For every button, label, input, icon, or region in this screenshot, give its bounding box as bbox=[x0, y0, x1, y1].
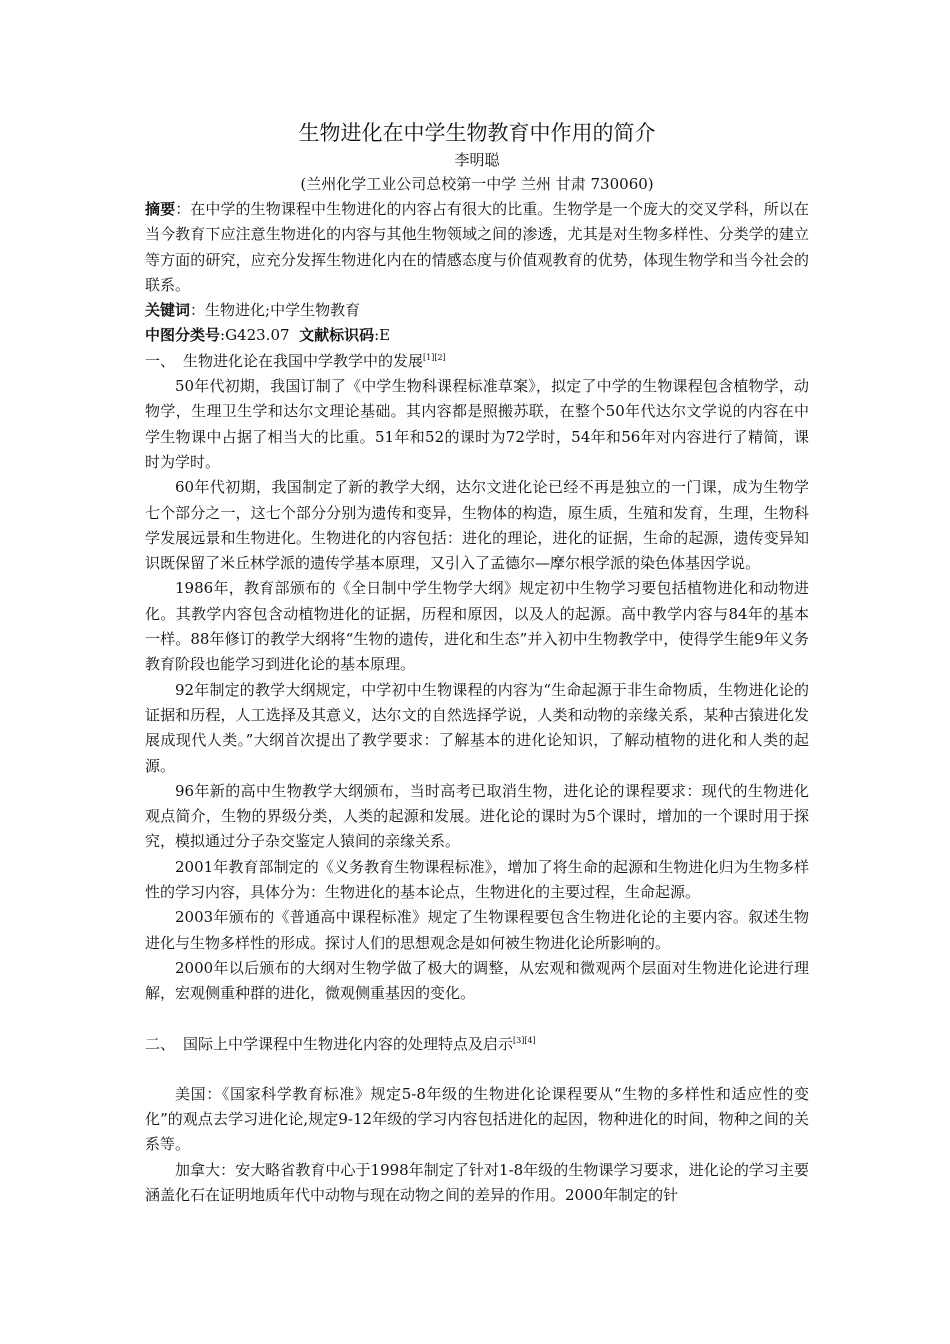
keywords-label: 关键词 bbox=[145, 301, 191, 320]
section-heading-2 bbox=[145, 1032, 809, 1057]
abstract bbox=[145, 197, 809, 298]
section-heading-1 bbox=[145, 349, 809, 374]
document-page bbox=[145, 118, 809, 1208]
section-title: 国际上中学课程中生物进化内容的处理特点及启示 bbox=[183, 1034, 514, 1053]
keywords-text: ：生物进化;中学生物教育 bbox=[190, 301, 361, 320]
blank-line bbox=[145, 1007, 809, 1032]
keywords bbox=[145, 298, 809, 323]
body-paragraph: 2000年以后颁布的大纲对生物学做了极大的调整，从宏观和微观两个层面对生物进化论进行理解，宏观侧重种群的进化，微观侧重基因的变化。 bbox=[145, 958, 809, 1003]
clc-value: :G423.07 bbox=[220, 326, 290, 345]
body-paragraph: 50年代初期，我国订制了《中学生物科课程标准草案》，拟定了中学的生物课程包含植物学，动物学，生理卫生学和达尔文理论基础。其内容都是照搬苏联，在整个50年代达尔文学说的内容在中学生物课中占据了相当大的比重。51年和52的课时为72学时，54年和56年对内容进行了精简，课时为学时。 bbox=[145, 377, 809, 471]
section-title: 生物进化论在我国中学教学中的发展 bbox=[183, 351, 424, 370]
body-paragraph: 1986年，教育部颁布的《全日制中学生物学大纲》规定初中生物学习要包括植物进化和动物进化。其教学内容包含动植物进化的证据，历程和原因，以及人的起源。高中教学内容与84年的基本一样。88年修订的教学大纲将“生物的遗传，进化和生态”并入初中生物教学中，使得学生能9年义务教育阶段也能学习到进化论的基本原理。 bbox=[145, 579, 809, 674]
section-number: 一、 bbox=[145, 351, 176, 370]
section-number: 二、 bbox=[145, 1034, 176, 1053]
body-paragraph: 美国：《国家科学教育标准》规定5-8年级的生物进化论课程要从“生物的多样性和适应性的变化”的观点去学习进化论,规定9-12年级的学习内容包括进化的起因，物种进化的时间，物种之间的关系等。 bbox=[145, 1084, 809, 1154]
body-paragraph: 2003年颁布的《普通高中课程标准》规定了生物课程要包含生物进化论的主要内容。叙述生物进化与生物多样性的形成。探讨人们的思想观念是如何被生物进化论所影响的。 bbox=[145, 908, 809, 952]
body-paragraph: 96年新的高中生物教学大纲颁布，当时高考已取消生物，进化论的课程要求：现代的生物进化观点简介，生物的界级分类，人类的起源和发展。进化论的课时为5个课时，增加的一个课时用于探究，模拟通过分子杂交鉴定人猿间的亲缘关系。 bbox=[145, 781, 809, 851]
abstract-label: 摘要 bbox=[145, 200, 176, 218]
abstract-text: ：在中学的生物课程中生物进化的内容占有很大的比重。生物学是一个庞大的交叉学科，所以在当今教育下应注意生物进化的内容与其他生物领域之间的渗透，尤其是对生物多样性、分类学的建立等方面的研究，应充分发挥生物进化内在的情感态度与价值观教育的优势，体现生物学和当今社会的联系。 bbox=[145, 200, 809, 294]
body-paragraph: 加拿大：安大略省教育中心于1998年制定了针对1-8年级的生物课学习要求，进化论的学习主要涵盖化石在证明地质年代中动物与现在动物之间的差异的作用。2000年制定的针 bbox=[145, 1160, 809, 1204]
doc-code-value: :E bbox=[374, 326, 391, 345]
section-refs: [3][4] bbox=[513, 1035, 536, 1045]
paper-title: 生物进化在中学生物教育中作用的简介 bbox=[298, 121, 656, 145]
blank-line bbox=[145, 1057, 809, 1082]
section-refs: [1][2] bbox=[423, 352, 446, 362]
author-affiliation: (兰州化学工业公司总校第一中学 兰州 甘肃 730060) bbox=[300, 175, 654, 193]
body-paragraph: 92年制定的教学大纲规定，中学初中生物课程的内容为“生命起源于非生命物质，生物进化论的证据和历程，人工选择及其意义，达尔文的自然选择学说，人类和动物的亲缘关系，某种古猿进化发展成现代人类。”大纲首次提出了教学要求：了解基本的进化论知识，了解动植物的进化和人类的起源。 bbox=[145, 680, 809, 775]
doc-code-label: 文献标识码 bbox=[299, 326, 375, 345]
author-name: 李明聪 bbox=[454, 151, 500, 169]
body-paragraph: 60年代初期，我国制定了新的教学大纲，达尔文进化论已经不再是独立的一门课，成为生物学七个部分之一，这七个部分分别为遗传和变异，生物体的构造，原生质，生殖和发育，生理，生物科学发展远景和生物进化。生物进化的内容包括：进化的理论，进化的证据，生命的起源，遗传变异知识既保留了米丘林学派的遗传学基本原理，又引入了孟德尔—摩尔根学派的染色体基因学说。 bbox=[145, 478, 809, 573]
body-paragraph: 2001年教育部制定的《义务教育生物课程标准》，增加了将生命的起源和生物进化归为生物多样性的学习内容，具体分为：生物进化的基本论点，生物进化的主要过程，生命起源。 bbox=[145, 857, 809, 902]
clc-label: 中图分类号 bbox=[145, 326, 221, 345]
classification-line bbox=[145, 323, 809, 348]
